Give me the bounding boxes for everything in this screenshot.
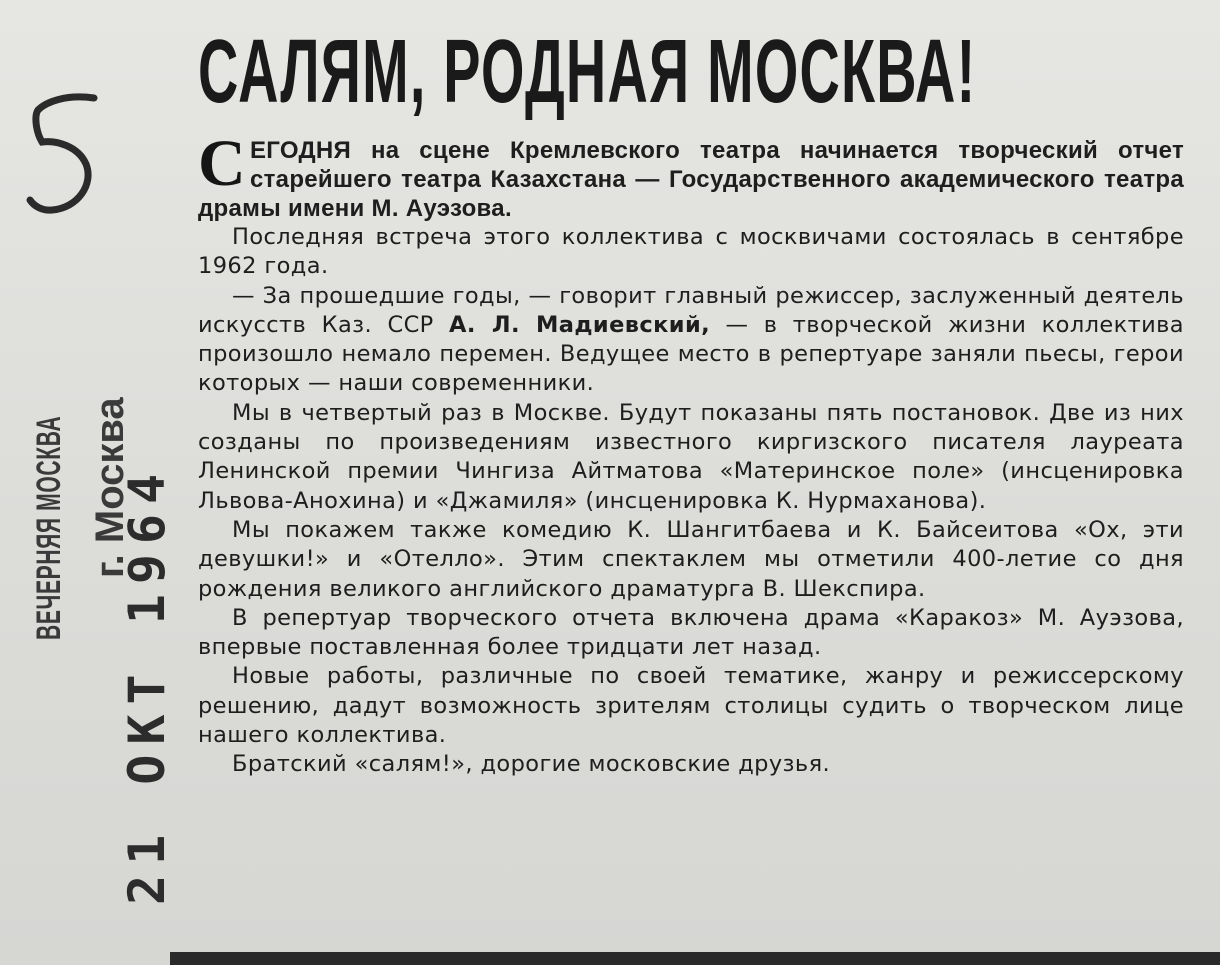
handwritten-number-mark [16,92,111,222]
city-stamp: г. Москва [88,397,132,578]
paragraph-7: Братский «салям!», дорогие московские друзья. [232,751,831,778]
paragraph-3: Мы в четвертый раз в Москве. Будут показаны пять постановок. Две из них созданы по произведениям известного киргизского писателя лауреата Ленинской премии Чингиза Айтматова «Материнское поле» (инсценировка Львова-Анохина) и «Джамиля» (инсценировка К. Нурмаханова). [198,399,1184,514]
director-name: А. Л. Мадиевский, [449,311,711,338]
drop-cap: С [198,127,246,200]
newspaper-name-stamp: ВЕЧЕРНЯЯ МОСКВА [30,415,68,640]
paragraph-5: В репертуар творческого отчета включена драма «Каракоз» М. Ауэзова, впервые поставленная более тридцати лет назад. [198,604,1184,661]
paragraph-4: Мы покажем также комедию К. Шангитбаева и К. Байсеитова «Ох, эти девушки!» и «Отелло». Этим спектаклем мы отметили 400-летие со дня рождения великого английского драматурга В. Шекспира. [198,516,1184,602]
lead-text: ЕГОДНЯ на сцене Кремлевского театра начинается творческий отчет старейшего театра Казахстана — Государственного академического театра драмы имени М. Ауэзова. [198,137,1184,222]
quote-intro: — За прошедшие годы, — говорит главный режиссер, заслуженный деятель искусств Каз. ССР [198,282,1184,338]
date-stamp: 21 ОКТ 1964 [118,463,176,905]
quote-body: — в творческой жизни коллектива произошло немало перемен. Ведущее место в репертуаре заняли пьесы, герои которых — наши современники. [198,311,1184,397]
paragraph-2 [198,282,1184,399]
paragraph-1: Последняя встреча этого коллектива с москвичами состоялась в сентябре 1962 года. [198,224,1184,280]
article-body [198,127,1184,780]
bottom-rule [170,952,1220,965]
article-headline: САЛЯМ, РОДНАЯ МОСКВА! [198,22,977,122]
paragraph-6: Новые работы, различные по своей тематике, жанру и режиссерскому решению, дадут возможность зрителям столицы судить о творческом лице нашего коллектива. [198,663,1184,749]
article-lead [198,127,1184,223]
